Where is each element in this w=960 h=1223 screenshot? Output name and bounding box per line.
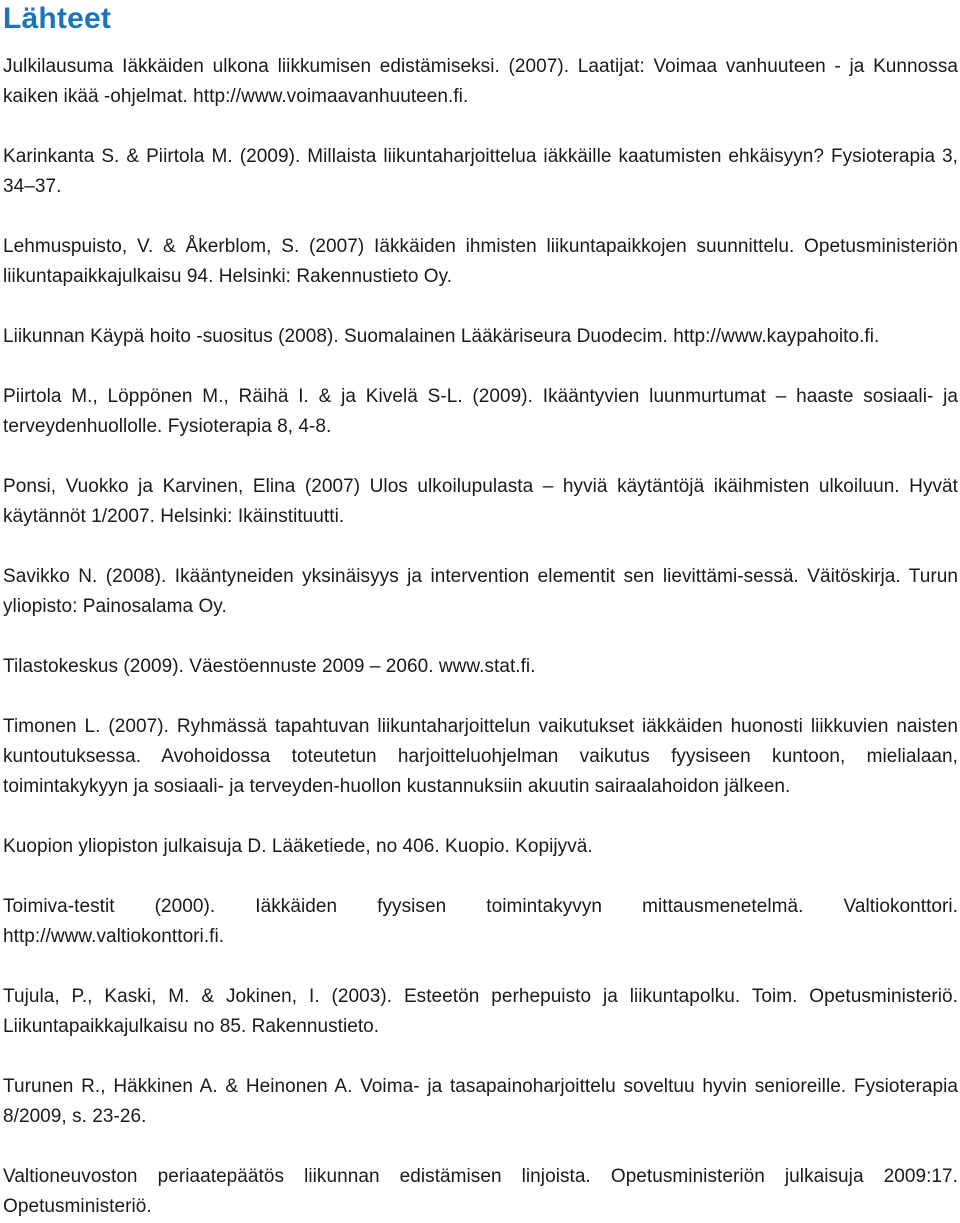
reference-item: Julkilausuma Iäkkäiden ulkona liikkumisen edistämiseksi. (2007). Laatijat: Voimaa vanhuuteen - ja Kunnossa kaiken ikää -ohjelmat. http://www.voimaavanhuuteen.fi.	[3, 56, 958, 107]
reference-item: Tilastokeskus (2009). Väestöennuste 2009 – 2060. www.stat.fi.	[3, 656, 536, 677]
reference-item: Toimiva-testit (2000). Iäkkäiden fyysisen toimintakyvyn mittausmenetelmä. Valtiokonttori. http://www.valtiokonttori.fi.	[3, 896, 958, 947]
reference-item: Timonen L. (2007). Ryhmässä tapahtuvan liikuntaharjoittelun vaikutukset iäkkäiden huonosti liikkuvien naisten kuntoutuksessa. Avohoidossa toteutetun harjoitteluohjelman vaikutus fyysiseen kuntoon, mielialaan, toimintakykyyn ja sosiaali- ja terveyden-huollon kustannuksiin akuutin sairaalahoidon jälkeen.	[3, 716, 958, 797]
reference-item: Liikunnan Käypä hoito -suositus (2008). Suomalainen Lääkäriseura Duodecim. http://www.kaypahoito.fi.	[3, 326, 880, 347]
reference-list	[3, 52, 958, 1222]
reference-item: Ponsi, Vuokko ja Karvinen, Elina (2007) Ulos ulkoilupulasta – hyviä käytäntöjä ikäihmisten ulkoiluun. Hyvät käytännöt 1/2007. Helsinki: Ikäinstituutti.	[3, 476, 958, 527]
reference-item: Kuopion yliopiston julkaisuja D. Lääketiede, no 406. Kuopio. Kopijyvä.	[3, 836, 593, 857]
reference-item: Turunen R., Häkkinen A. & Heinonen A. Voima- ja tasapainoharjoittelu soveltuu hyvin senioreille. Fysioterapia 8/2009, s. 23-26.	[3, 1076, 958, 1127]
reference-item: Valtioneuvoston periaatepäätös liikunnan edistämisen linjoista. Opetusministeriön julkaisuja 2009:17. Opetusministeriö.	[3, 1166, 958, 1217]
reference-item: Savikko N. (2008). Ikääntyneiden yksinäisyys ja intervention elementit sen lievittämi-sessä. Väitöskirja. Turun yliopisto: Painosalama Oy.	[3, 566, 958, 617]
page-title: Lähteet	[3, 2, 112, 35]
reference-item: Tujula, P., Kaski, M. & Jokinen, I. (2003). Esteetön perhepuisto ja liikuntapolku. Toim. Opetusministeriö. Liikuntapaikkajulkaisu no 85. Rakennustieto.	[3, 986, 958, 1037]
reference-item: Lehmuspuisto, V. & Åkerblom, S. (2007) Iäkkäiden ihmisten liikuntapaikkojen suunnittelu. Opetusministeriön liikuntapaikkajulkaisu 94. Helsinki: Rakennustieto Oy.	[3, 236, 958, 287]
reference-item: Piirtola M., Löppönen M., Räihä I. & ja Kivelä S-L. (2009). Ikääntyvien luunmurtumat – haaste sosiaali- ja terveydenhuollolle. Fysioterapia 8, 4-8.	[3, 386, 958, 437]
reference-item: Karinkanta S. & Piirtola M. (2009). Millaista liikuntaharjoittelua iäkkäille kaatumisten ehkäisyyn? Fysioterapia 3, 34–37.	[3, 146, 958, 197]
